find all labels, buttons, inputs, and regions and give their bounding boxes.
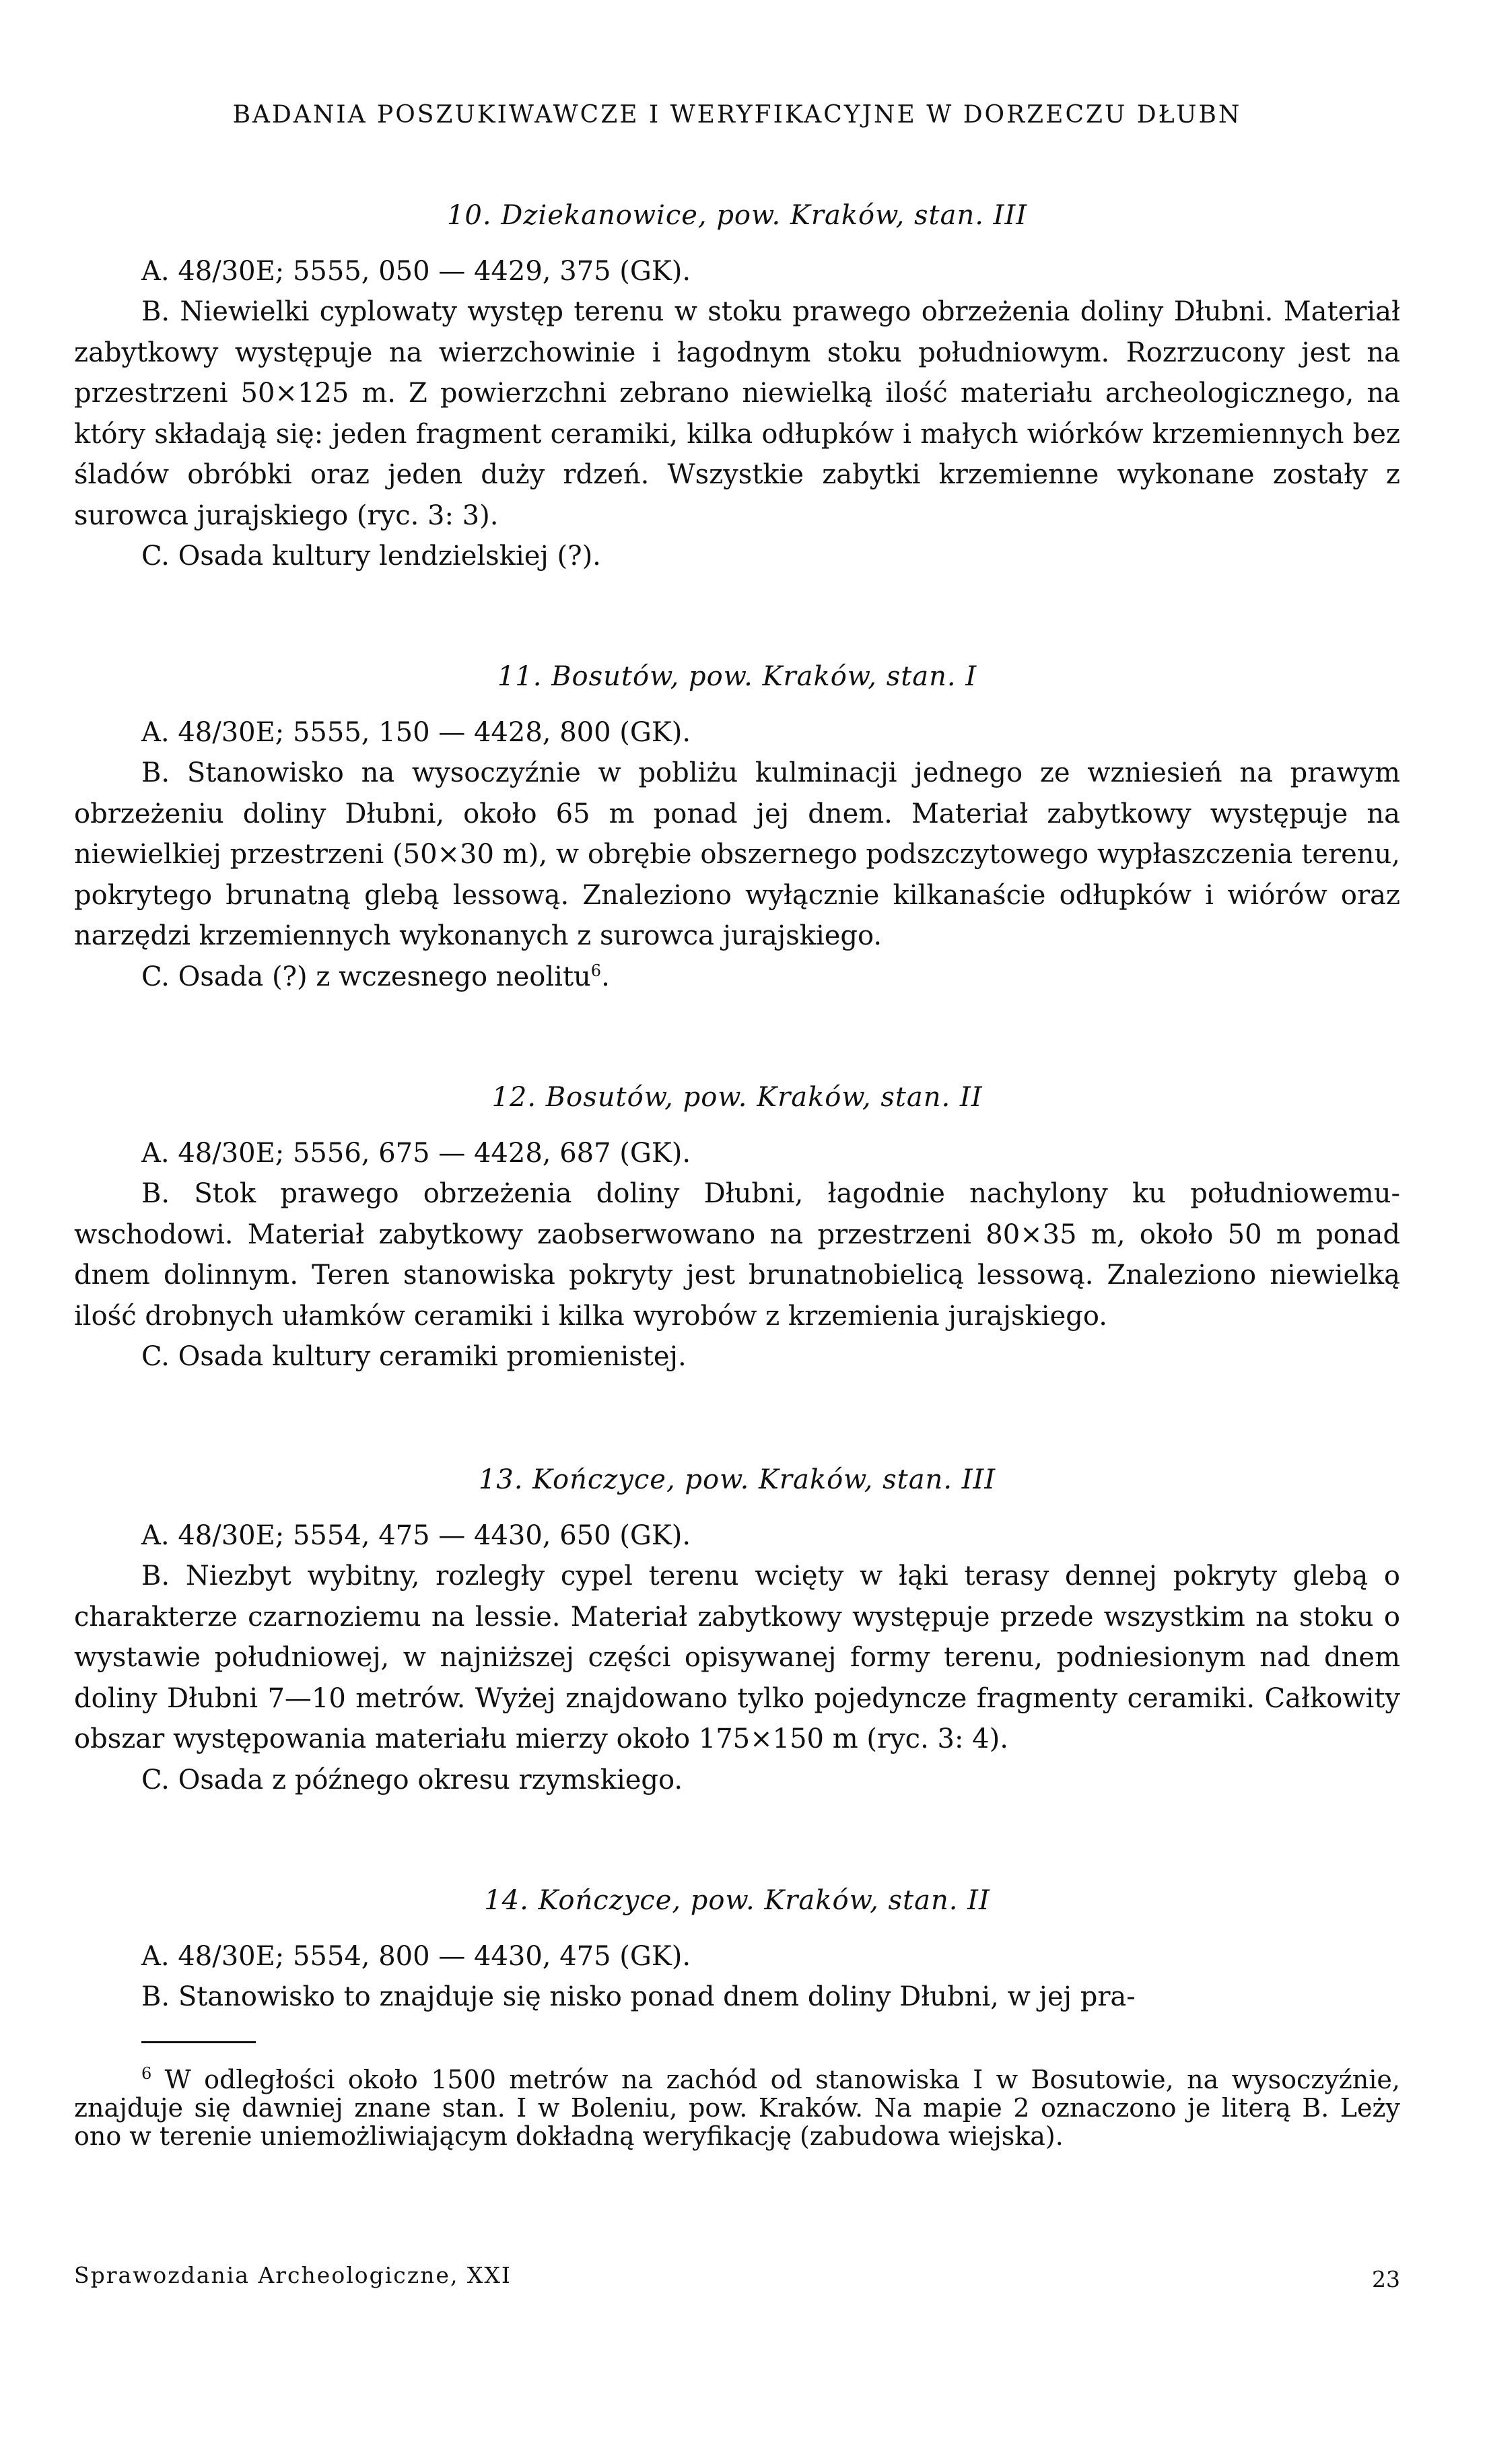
page-number: 23 <box>1372 2266 1400 2292</box>
site-description: B. Stanowisko na wysoczyźnie w pobliżu kulminacji jednego ze wzniesień na prawym obrzeżeniu doliny Dłubni, około 65 m ponad jej dnem. Materiał zabytkowy występuje na niewielkiej przestrzeni (50×30 m), w obrębie obszernego podszczytowego wypłaszczenia terenu, pokrytego brunatną glebą lessową. Znaleziono wyłącznie kilkanaście odłupków i wiórów oraz narzędzi krzemiennych wykonanych z surowca jurajskiego. <box>74 757 1400 951</box>
site-title: 14. Kończyce, pow. Kraków, stan. II <box>484 1885 990 1916</box>
site-entry-13 <box>74 1460 1400 1800</box>
footnote <box>74 2065 1400 2150</box>
site-interpretation: C. Osada z późnego okresu rzymskiego. <box>141 1764 683 1795</box>
site-title: 11. Bosutów, pow. Kraków, stan. I <box>497 661 977 692</box>
site-interpretation: C. Osada (?) z wczesnego neolitu$^6$. <box>141 961 610 992</box>
site-entry-10 <box>74 195 1400 577</box>
site-coordinates: A. 48/30E; 5554, 800 — 4430, 475 (GK). <box>141 1940 691 1972</box>
site-entry-14 <box>74 1880 1400 2018</box>
running-head: BADANIA POSZUKIWAWCZE I WERYFIKACYJNE W DORZECZU DŁUBN <box>232 101 1242 129</box>
site-interpretation: C. Osada kultury ceramiki promienistej. <box>141 1341 687 1372</box>
footnote-number: 6 <box>141 2064 152 2083</box>
site-interpretation-text: C. Osada (?) z wczesnego neolitu <box>141 961 591 992</box>
site-description: B. Stanowisko to znajduje się nisko ponad dnem doliny Dłubni, w jej pra- <box>141 1981 1136 2012</box>
site-description: B. Niewielki cyplowaty występ terenu w stoku prawego obrzeżenia doliny Dłubni. Materiał zabytkowy występuje na wierzchowinie i łagodnym stoku południowym. Rozrzucony jest na przestrzeni 50×125 m. Z powierzchni zebrano niewielką ilość materiału archeologicznego, na który składają się: jeden fragment ceramiki, kilka odłupków i małych wiórków krzemiennych bez śladów obróbki oraz jeden duży rdzeń. Wszystkie zabytki krzemienne wykonane zostały z surowca jurajskiego (ryc. 3: 3). <box>74 296 1400 531</box>
site-coordinates: A. 48/30E; 5555, 150 — 4428, 800 (GK). <box>141 716 691 748</box>
site-coordinates: A. 48/30E; 5556, 675 — 4428, 687 (GK). <box>141 1137 691 1169</box>
site-coordinates: A. 48/30E; 5555, 050 — 4429, 375 (GK). <box>141 255 691 287</box>
footnote-text: W odległości około 1500 metrów na zachód od stanowiska I w Bosutowie, na wysoczyźnie, znajduje się dawniej znane stan. I w Boleniu, pow. Kraków. Na mapie 2 oznaczono je literą B. Leży ono w terenie uniemożliwiającym dokładną weryfikację (zabudowa wiejska). <box>74 2065 1400 2151</box>
site-title: 12. Bosutów, pow. Kraków, stan. II <box>491 1082 983 1113</box>
footnote-marker: 6 <box>590 961 602 980</box>
site-title: 13. Kończyce, pow. Kraków, stan. III <box>478 1464 996 1495</box>
site-coordinates: A. 48/30E; 5554, 475 — 4430, 650 (GK). <box>141 1519 691 1551</box>
site-description: B. Niezbyt wybitny, rozległy cypel terenu wcięty w łąki terasy dennej pokryty glebą o charakterze czarnoziemu na lessie. Materiał zabytkowy występuje przede wszystkim na stoku o wystawie południowej, w najniższej części opisywanej formy terenu, podniesionym nad dnem doliny Dłubni 7—10 metrów. Wyżej znajdowano tylko pojedyncze fragmenty ceramiki. Całkowity obszar występowania materiału mierzy około 175×150 m (ryc. 3: 4). <box>74 1561 1400 1754</box>
site-entry-12 <box>74 1077 1400 1377</box>
journal-footer: Sprawozdania Archeologiczne, XXI <box>74 2262 512 2288</box>
site-entry-11 <box>74 656 1400 997</box>
site-description: B. Stok prawego obrzeżenia doliny Dłubni, łagodnie nachylony ku południowemu-wschodowi. Materiał zabytkowy zaobserwowano na przestrzeni 80×35 m, około 50 m ponad dnem dolinnym. Teren stanowiska pokryty jest brunatnobielicą lessową. Znaleziono niewielką ilość drobnych ułamków ceramiki i kilka wyrobów z krzemienia jurajskiego. <box>74 1178 1400 1332</box>
site-interpretation: C. Osada kultury lendzielskiej (?). <box>141 541 601 572</box>
footnote-divider <box>141 2041 256 2043</box>
site-title: 10. Dziekanowice, pow. Kraków, stan. III <box>446 200 1028 231</box>
